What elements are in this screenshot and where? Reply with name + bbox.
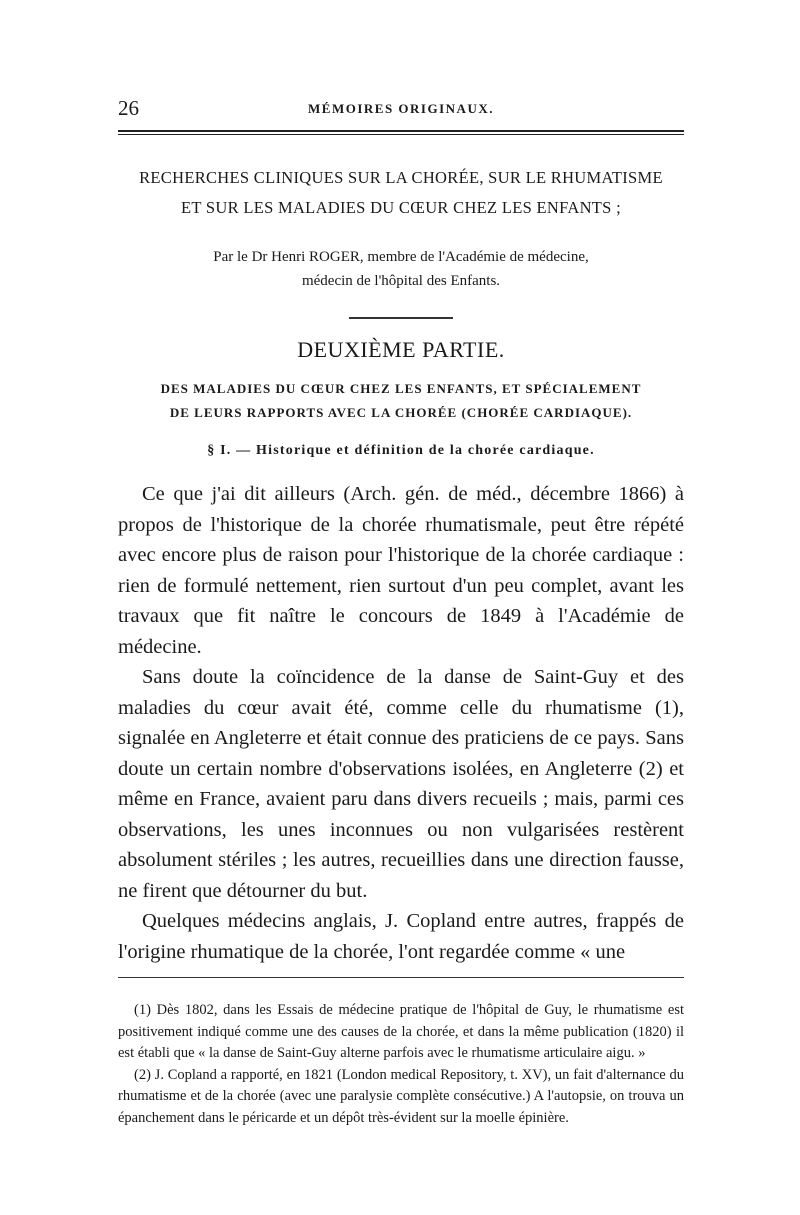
part-subtitle-line-1: DES MALADIES DU CŒUR CHEZ LES ENFANTS, ET SPÉCIALEMENT	[160, 381, 642, 396]
footnote-2: (2) J. Copland a rapporté, en 1821 (London medical Repository, t. XV), un fait d'alternance du rhumatisme et de la chorée (avec une paralysie complète consécutive.) A l'autopsie, on trouva un épanchement dans le péricarde et un dépôt très-évident sur la moelle épinière.	[118, 1066, 684, 1126]
byline-line-1: Par le Dr Henri ROGER, membre de l'Académie de médecine,	[213, 249, 589, 265]
footnotes	[118, 1000, 684, 1129]
paragraph-1: Ce que j'ai dit ailleurs (Arch. gén. de méd., décembre 1866) à propos de l'historique de la chorée rhumatismale, peut être répété avec encore plus de raison pour l'historique de la chorée cardiaque : rien de formulé nettement, rien surtout d'un peu complet, avant les travaux que fit naître le concours de 1849 à l'Académie de médecine.	[118, 483, 684, 658]
part-subtitle	[118, 377, 684, 425]
paragraph-2: Sans doute la coïncidence de la danse de Saint-Guy et des maladies du cœur avait été, comme celle du rhumatisme (1), signalée en Angleterre et était connue des praticiens de ce pays. Sans doute un certain nombre d'observations isolées, en Angleterre (2) et même en France, avaient paru dans divers recueils ; mais, parmi ces observations, les unes inconnues ou non vulgarisées restèrent absolument stériles ; les autres, recueillies dans une direction fausse, ne firent que détourner du but.	[118, 666, 684, 902]
author-byline	[118, 245, 684, 293]
header-rule	[118, 130, 684, 135]
article-title-line-2: ET SUR LES MALADIES DU CŒUR CHEZ LES ENFANTS ;	[181, 198, 621, 217]
page-number: 26	[118, 96, 139, 120]
section-divider	[349, 317, 453, 319]
paragraph-3: Quelques médecins anglais, J. Copland entre autres, frappés de l'origine rhumatique de la chorée, l'ont regardée comme « une	[118, 910, 684, 963]
running-head	[118, 96, 684, 126]
body-text	[118, 479, 684, 967]
part-subtitle-line-2: DE LEURS RAPPORTS AVEC LA CHORÉE (CHORÉE CARDIAQUE).	[169, 405, 633, 420]
running-title: MÉMOIRES ORIGINAUX.	[308, 101, 494, 116]
part-heading: DEUXIÈME PARTIE.	[297, 337, 505, 362]
journal-page	[118, 96, 684, 1129]
footnote-1: (1) Dès 1802, dans les Essais de médecine pratique de l'hôpital de Guy, le rhumatisme est positivement indiqué comme une des causes de la chorée, et dans la même publication (1820) il est établi que « la danse de Saint-Guy alterne parfois avec le rhumatisme articulaire aigu. »	[118, 1002, 684, 1061]
footnote-rule	[118, 977, 684, 978]
article-title	[118, 163, 684, 223]
byline-line-2: médecin de l'hôpital des Enfants.	[301, 273, 501, 289]
article-title-line-1: RECHERCHES CLINIQUES SUR LA CHORÉE, SUR LE RHUMATISME	[139, 168, 663, 187]
section-heading: § I. — Historique et définition de la chorée cardiaque.	[207, 443, 595, 458]
